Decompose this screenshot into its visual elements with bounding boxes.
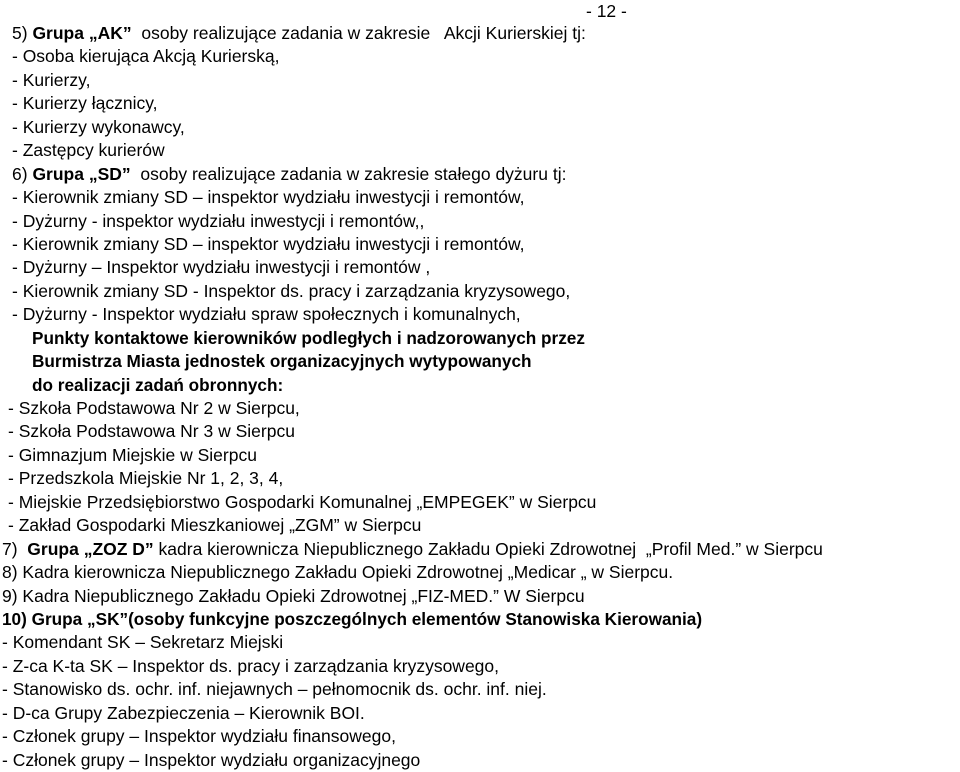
document-line: - Członek grupy – Inspektor wydziału finansowego,	[2, 726, 396, 747]
list-number: 5)	[12, 23, 33, 43]
document-line: - Szkoła Podstawowa Nr 2 w Sierpcu,	[8, 398, 300, 418]
document-line: - Z-ca K-ta SK – Inspektor ds. pracy i zarządzania kryzysowego,	[2, 655, 499, 676]
document-line	[0, 538, 960, 561]
document-line: - Dyżurny - Inspektor wydziału spraw społecznych i komunalnych,	[12, 304, 521, 325]
list-number: 7)	[2, 538, 28, 559]
group-description: kadra kierownicza Niepublicznego Zakładu Opieki Zdrowotnej „Profil Med.” w Sierpcu	[153, 538, 823, 559]
document-line: - Kierownik zmiany SD - Inspektor ds. pracy i zarządzania kryzysowego,	[12, 280, 571, 301]
document-line: Punkty kontaktowe kierowników podległych i nadzorowanych przez	[32, 327, 585, 348]
document-line: - Stanowisko ds. ochr. inf. niejawnych – pełnomocnik ds. ochr. inf. niej.	[2, 679, 547, 700]
group-description: osoby realizujące zadania w zakresie stałego dyżuru tj:	[130, 163, 567, 184]
document-line: - Kierownik zmiany SD – inspektor wydziału inwestycji i remontów,	[12, 187, 525, 208]
document-line: - Kurierzy łącznicy,	[12, 93, 158, 114]
document-line	[0, 22, 960, 45]
document-line: - Zastępcy kurierów	[12, 140, 165, 161]
document-line: - D-ca Grupy Zabezpieczenia – Kierownik BOI.	[2, 702, 365, 723]
group-description: osoby realizujące zadania w zakresie Akcji Kurierskiej tj:	[131, 23, 586, 43]
document-line: - Zakład Gospodarki Mieszkaniowej „ZGM” w Sierpcu	[8, 515, 422, 536]
group-name: Grupa „SD”	[32, 163, 131, 184]
document-line: - Dyżurny - inspektor wydziału inwestycji i remontów,,	[12, 210, 425, 231]
document-line: - Kurierzy,	[12, 69, 91, 90]
document-line	[0, 163, 960, 186]
group-name: Grupa „AK”	[32, 23, 132, 43]
document-body	[0, 22, 960, 772]
document-line: do realizacji zadań obronnych:	[32, 374, 284, 395]
document-line: - Kierownik zmiany SD – inspektor wydziału inwestycji i remontów,	[12, 233, 525, 254]
list-number: 6)	[12, 163, 33, 184]
document-line: - Szkoła Podstawowa Nr 3 w Sierpcu	[8, 421, 295, 442]
document-line: - Przedszkola Miejskie Nr 1, 2, 3, 4,	[8, 468, 284, 489]
document-line: - Kurierzy wykonawcy,	[12, 116, 185, 137]
document-line: Burmistrza Miasta jednostek organizacyjnych wytypowanych	[32, 351, 532, 372]
group-name: Grupa „ZOZ D”	[27, 538, 154, 559]
document-line: - Dyżurny – Inspektor wydziału inwestycji i remontów ,	[12, 257, 431, 278]
document-line: 9) Kadra Niepublicznego Zakładu Opieki Zdrowotnej „FIZ-MED.” W Sierpcu	[2, 585, 585, 606]
document-line: - Osoba kierująca Akcją Kurierską,	[12, 46, 280, 67]
page-number: - 12 -	[586, 1, 627, 21]
document-line: 10) Grupa „SK”(osoby funkcyjne poszczególnych elementów Stanowiska Kierowania)	[2, 608, 703, 629]
document-line: 8) Kadra kierownicza Niepublicznego Zakładu Opieki Zdrowotnej „Medicar „ w Sierpcu.	[2, 562, 674, 583]
document-line: - Komendant SK – Sekretarz Miejski	[2, 632, 284, 653]
document-line: - Miejskie Przedsiębiorstwo Gospodarki Komunalnej „EMPEGEK” w Sierpcu	[8, 491, 597, 512]
document-line: - Członek grupy – Inspektor wydziału organizacyjnego	[2, 749, 421, 770]
document-line: - Gimnazjum Miejskie w Sierpcu	[8, 444, 257, 465]
